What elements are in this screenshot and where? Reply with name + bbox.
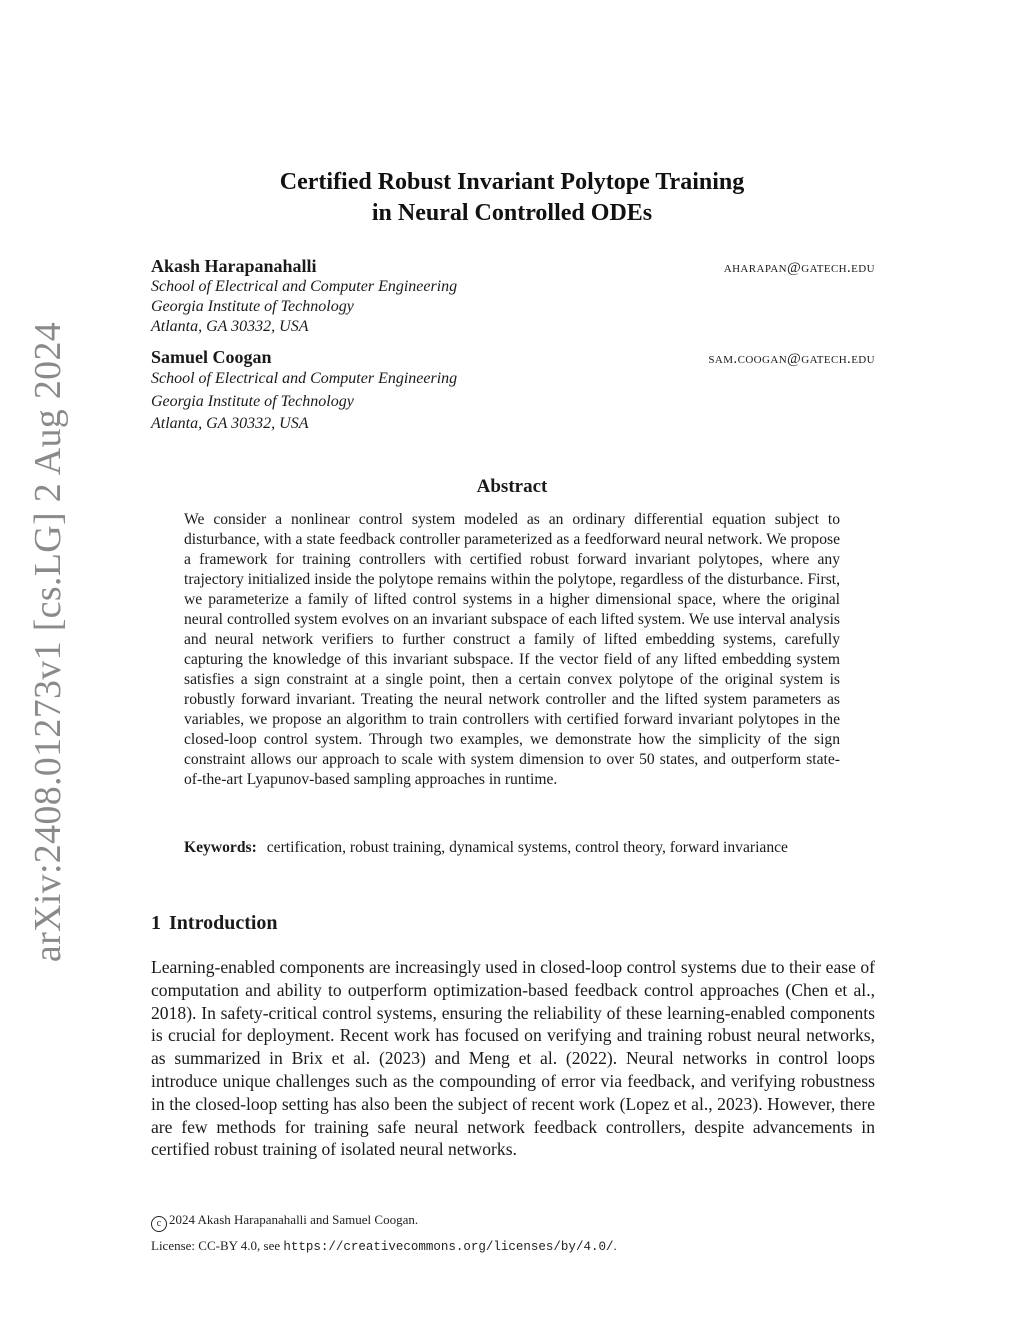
author-block — [151, 346, 875, 436]
affiliation-line: Atlanta, GA 30332, USA — [151, 318, 309, 335]
author-email: aharapan@gatech.edu — [723, 260, 875, 276]
copyright-icon: c — [151, 1216, 167, 1232]
keywords-text: certification, robust training, dynamical systems, control theory, forward invariance — [266, 839, 788, 856]
affiliation-line: Georgia Institute of Technology — [151, 298, 354, 315]
abstract-text: We consider a nonlinear control system modeled as an ordinary differential equation subject to disturbance, with a state feedback controller parameterized as a feedforward neural network. We propose a framework for training controllers with certified robust forward invariant polytopes, where any trajectory initialized inside the polytope remains within the polytope, regardless of the disturbance. First, we parameterize a family of lifted control systems in a higher dimensional space, where the original neural controlled system evolves on an invariant subspace of each lifted system. We use interval analysis and neural network verifiers to further construct a family of lifted embedding systems, carefully capturing the knowledge of this invariant subspace. If the vector field of any lifted embedding system satisfies a sign constraint at a single point, then a certain convex polytope of the original system is robustly forward invariant. Treating the neural network controller and the lifted system parameters as variables, we propose an algorithm to train controllers with certified forward invariant polytopes in the closed-loop control system. Through two examples, we demonstrate how the simplicity of the sign constraint allows our approach to scale with system dimension to over 50 states, and outperform state-of-the-art Lyapunov-based sampling approaches in runtime. — [184, 511, 840, 788]
affiliation-line: Atlanta, GA 30332, USA — [151, 415, 309, 432]
license-suffix: . — [613, 1238, 617, 1253]
affiliation-line: School of Electrical and Computer Engineering — [151, 370, 458, 387]
affiliation-line: Georgia Institute of Technology — [151, 392, 354, 410]
keywords-label: Keywords: — [184, 839, 257, 856]
section-heading — [151, 912, 278, 935]
license-notice — [151, 1238, 875, 1254]
license-prefix: License: CC-BY 4.0, see — [151, 1238, 284, 1253]
abstract-heading: Abstract — [476, 476, 548, 497]
paper-title-line-2: in Neural Controlled ODEs — [371, 200, 653, 226]
author-block — [151, 255, 875, 337]
paper-title — [150, 167, 874, 229]
author-name: Samuel Coogan — [151, 347, 272, 367]
keywords — [184, 838, 840, 858]
copyright-text: 2024 Akash Harapanahalli and Samuel Coogan. — [169, 1212, 419, 1227]
copyright-notice — [151, 1212, 875, 1232]
section-title: Introduction — [169, 912, 278, 934]
arxiv-stamp — [18, 321, 78, 963]
arxiv-stamp-text: arXiv:2408.01273v1 [cs.LG] 2 Aug 2024 — [27, 321, 70, 963]
author-name: Akash Harapanahalli — [151, 256, 317, 276]
introduction-paragraph: Learning-enabled components are increasingly used in closed-loop control systems due to their ease of computation and ability to outperform optimization-based feedback control approaches (Chen et al., 2018). In safety-critical control systems, ensuring the reliability of these learning-enabled components is crucial for deployment. Recent work has focused on verifying and training robust neural networks, as summarized in Brix et al. (2023) and Meng et al. (2022). Neural networks in control loops introduce unique challenges such as the compounding of error via feedback, and verifying robustness in the closed-loop setting has also been the subject of recent work (Lopez et al., 2023). However, there are few methods for training safe neural network feedback controllers, despite advancements in certified robust training of isolated neural networks. — [151, 957, 875, 1160]
author-email: sam.coogan@gatech.edu — [708, 351, 875, 367]
section-number: 1 — [151, 912, 161, 934]
license-link[interactable]: https://creativecommons.org/licenses/by/4.0/ — [283, 1240, 614, 1254]
paper-title-line-1: Certified Robust Invariant Polytope Training — [279, 169, 745, 195]
affiliation-line: School of Electrical and Computer Engineering — [151, 278, 458, 295]
